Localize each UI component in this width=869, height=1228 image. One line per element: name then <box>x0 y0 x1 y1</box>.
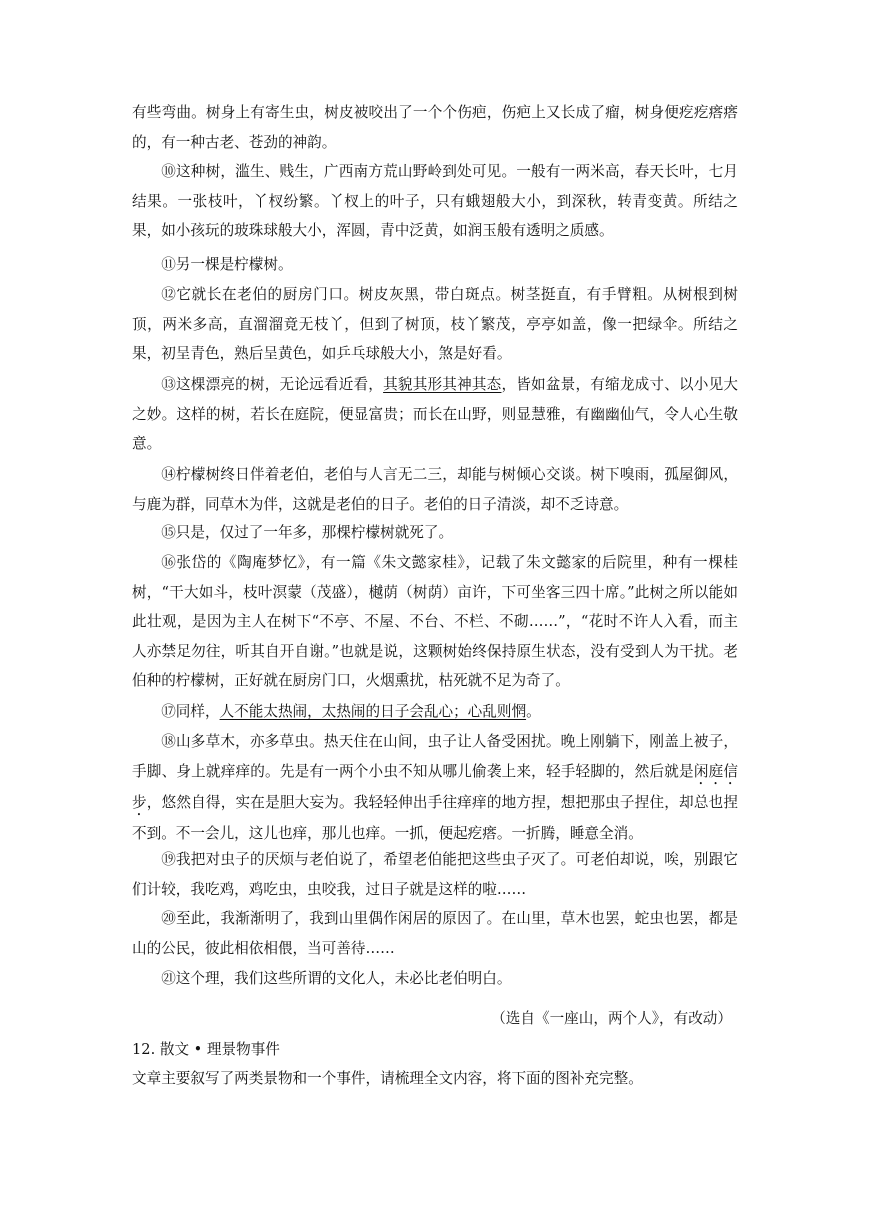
paragraph-17-underlined: 人不能太热闹，太热闹的日子会乱心；心乱则惘 <box>219 703 527 720</box>
paragraph-18-text-b: ，悠然自得，实在是胆大妄为。我轻轻伸出手往痒痒的地方捏，想把那虫子捏住，却总也捏不到。不一会儿，这儿也痒，那儿也痒。一抓，便起疙瘩。一折腾，睡意全消。 <box>132 793 738 842</box>
paragraph-21: ㉑这个理，我们这些所谓的文化人，未必比老伯明白。 <box>161 970 512 987</box>
paragraph-18-dotted-phrase: 闲庭信步 <box>132 762 738 811</box>
paragraph-18 <box>132 727 738 848</box>
question-text: 文章主要叙写了两类景物和一个事件，请梳理全文内容，将下面的图补充完整。 <box>132 1070 643 1087</box>
paragraph-17-text-b: 。 <box>526 703 541 720</box>
paragraph-13-text-b: ，皆如盆景，有缩龙成寸、以小见大之妙。这样的树，若长在庭院，便显富贵；而长在山野，则显慧雅，有幽幽仙气，令人心生敬意。 <box>132 376 738 453</box>
paragraph-11: ⑪另一棵是柠檬树。 <box>161 256 293 273</box>
source-citation: （选自《一座山，两个人》，有改动） <box>491 1010 732 1027</box>
paragraph-20: ⑳至此，我渐渐明了，我到山里偶作闲居的原因了。在山里，草木也罢，蛇虫也罢，都是山的公民，彼此相依相偎，当可善待…… <box>132 910 738 957</box>
paragraph-17-text-a: ⑰同样， <box>161 703 220 720</box>
paragraph-14: ⑭柠檬树终日伴着老伯，老伯与人言无二三，却能与树倾心交谈。树下嗅雨，孤屋御风，与鹿为群，同草木为伴，这就是老伯的日子。老伯的日子清淡，却不乏诗意。 <box>132 466 738 513</box>
question-title: 12. 散文 • 理景物事件 <box>132 1041 280 1058</box>
paragraph-continued: 有些弯曲。树身上有寄生虫，树皮被咬出了一个个伤疤，伤疤上又长成了瘤，树身便疙疙瘩瘩的，有一种古老、苍劲的神韵。 <box>132 104 738 151</box>
paragraph-18-text-a: ⑱山多草木，亦多草虫。热天住在山间，虫子让人备受困扰。晚上刚躺下，刚盖上被子，手脚、身上就痒痒的。先是有一两个小虫不知从哪儿偷袭上来，轻手轻脚的，然后就是 <box>132 733 738 780</box>
paragraph-17 <box>132 697 738 727</box>
paragraph-16: ⑯张岱的《陶庵梦忆》，有一篇《朱文懿家桂》，记载了朱文懿家的后院里，种有一棵桂树，“干大如斗，枝叶溟蒙（茂盛），樾荫（树荫）亩许，下可坐客三四十席。”此树之所以能如此壮观，是因为主人在树下“不亭、不屋、不台、不栏、不砌……”，“花时不许人入看，而主人亦禁足勿往，听其自开自谢。”也就是说，这颗树始终保持原生状态，没有受到人为干扰。老伯种的柠檬树，正好就在厨房门口，火烟熏扰，枯死就不足为奇了。 <box>132 554 738 690</box>
paragraph-13-text-a: ⑬这棵漂亮的树，无论远看近看， <box>161 376 384 393</box>
paragraph-10: ⑩这种树，滥生、贱生，广西南方荒山野岭到处可见。一般有一两米高，春天长叶，七月结果。一张枝叶，丫杈纷繁。丫杈上的叶子，只有蛾翅般大小，到深秋，转青变黄。所结之果，如小孩玩的玻珠球般大小，浑圆，青中泛黄，如润玉般有透明之质感。 <box>132 163 738 240</box>
paragraph-19: ⑲我把对虫子的厌烦与老伯说了，希望老伯能把这些虫子灭了。可老伯却说，唉，别跟它们计较，我吃鸡，鸡吃虫，虫咬我，过日子就是这样的啦…… <box>132 851 738 898</box>
paragraph-15: ⑮只是，仅过了一年多，那棵柠檬树就死了。 <box>161 524 454 541</box>
paragraph-12: ⑫它就长在老伯的厨房门口。树皮灰黑，带白斑点。树茎挺直，有手臂粗。从树根到树顶，两米多高，直溜溜竟无枝丫，但到了树顶，枝丫繁茂，亭亭如盖，像一把绿伞。所结之果，初呈青色，熟后呈黄色，如乒乓球般大小，煞是好看。 <box>132 286 738 363</box>
paragraph-13-underlined: 其貌其形其神其态 <box>383 376 502 393</box>
paragraph-13 <box>132 370 738 459</box>
